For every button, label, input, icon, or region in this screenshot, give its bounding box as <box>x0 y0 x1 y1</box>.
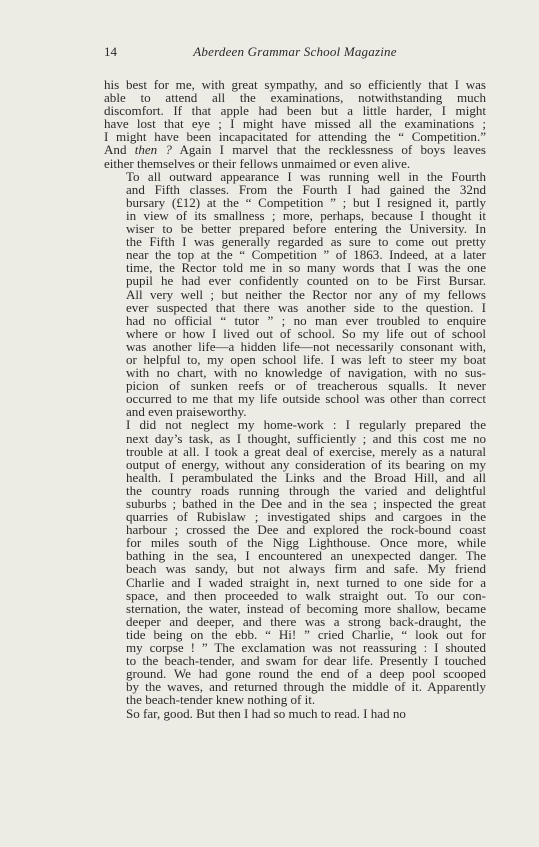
text-line: to the beach-tender, and swam for dear life. Presently I touched <box>126 653 486 669</box>
paragraph <box>104 170 486 419</box>
text-line: health. I perambulated the Links and the Broad Hill, and all <box>126 469 486 485</box>
text-line: the country roads running through the varied and delightful <box>126 482 486 498</box>
text-line: picion of sunken reefs or of treacherous squalls. It never <box>126 378 486 394</box>
text-line: quarries of Rubislaw ; investigated ships and cargoes in the <box>126 509 486 525</box>
text-line: bathing in the sea, I encountered an unexpected danger. The <box>126 548 486 564</box>
text-line: I might have been incapacitated for attending the “ Competition.” <box>104 129 486 145</box>
text-line: or helpful to, my open school life. I was left to steer my boat <box>126 351 486 367</box>
paragraph <box>104 78 486 170</box>
text-line: and Fifth classes. From the Fourth I had gained the 32nd <box>126 181 486 197</box>
text-line: beach was sandy, but not always firm and safe. My friend <box>126 561 486 577</box>
text-line: with no chart, with no knowledge of navigation, with no sus- <box>126 365 486 381</box>
text-line: All very well ; but neither the Rector nor any of my fellows <box>126 286 486 302</box>
text-line: the Fifth I was generally regarded as sure to come out pretty <box>126 234 486 250</box>
article-body <box>104 78 486 720</box>
text-line: either themselves or their fellows unmaimed or even alive. <box>104 155 411 171</box>
text-line: ever suspected that there was another side to the question. I <box>126 299 486 315</box>
journal-title: Aberdeen Grammar School Magazine <box>193 44 397 59</box>
text-line: space, and then proceeded to walk straight out. To our con- <box>126 587 486 603</box>
text-line: I did not neglect my home-work : I regularly prepared the <box>126 417 486 433</box>
text-line: wiser to be better prepared before entering the University. In <box>126 221 486 237</box>
running-head <box>104 42 486 62</box>
text-line: was another life—a hidden life—not necessarily consonant with, <box>126 338 486 354</box>
text-line: harbour ; crossed the Dee and explored the rock-bound coast <box>126 522 486 538</box>
text-line: output of energy, without any consideration of its bearing on my <box>126 456 486 472</box>
text-line: his best for me, with great sympathy, and so efficiently that I was <box>104 77 486 92</box>
text-line: To all outward appearance I was running well in the Fourth <box>126 168 486 184</box>
text-line: in view of its smallness ; more, perhaps, because I thought it <box>126 207 486 223</box>
page-number: 14 <box>104 44 117 59</box>
text-line: suburbs ; bathed in the Dee and in the sea ; inspected the great <box>126 496 486 511</box>
text-line: occurred to me that my life outside school was other than correct <box>126 391 486 407</box>
text-line: trouble at all. I took a great deal of exercise, merely as a natural <box>126 443 486 459</box>
text-line: time, the Rector told me in so many words that I was the one <box>126 260 486 276</box>
text-line: next day’s task, as I thought, sufficiently ; and this cost me no <box>126 430 486 446</box>
paragraph <box>104 707 486 720</box>
text-line: where or how I lived out of school. So my life out of school <box>126 325 486 341</box>
text-line: And then ? Again I marvel that the recklessness of boys leaves <box>104 142 486 158</box>
text-line: near the top at the “ Competition ” of 1863. Indeed, at a later <box>126 247 486 263</box>
text-line: bursary (£12) at the “ Competition ” ; but I resigned it, partly <box>126 194 486 210</box>
emphasis: then ? <box>134 142 172 158</box>
paragraph <box>104 418 486 706</box>
text-line: my corpse ! ” The exclamation was not reassuring : I shouted <box>126 640 486 656</box>
text-line: able to attend all the examinations, notwithstanding much <box>104 90 486 106</box>
text-line: Charlie and I waded straight in, next turned to one side for a <box>126 574 486 590</box>
text-line: So far, good. But then I had so much to read. I had no <box>126 705 406 721</box>
text-line: tide being on the ebb. “ Hi! ” cried Charlie, “ look out for <box>126 626 486 642</box>
text-line: had no official “ tutor ” ; no man ever troubled to enquire <box>126 312 486 328</box>
text-line: discomfort. If that apple had been but a little harder, I might <box>104 103 486 119</box>
text-line: have lost that eye ; I might have missed all the examinations ; <box>104 116 486 132</box>
text-line: the beach-tender knew nothing of it. <box>126 692 316 708</box>
text-line: ground. We had gone round the end of a deep pool scooped <box>126 666 486 682</box>
text-line: pupil he had ever confidently counted on to be First Bursar. <box>126 273 486 289</box>
text-line: deeper and deeper, and there was a strong back-draught, the <box>126 613 486 629</box>
text-line: by the waves, and returned through the middle of it. Apparently <box>126 679 486 695</box>
text-line: sternation, the water, instead of becoming more shallow, became <box>126 600 486 616</box>
text-line: and even praiseworthy. <box>126 404 247 420</box>
text-line: for miles south of the Nigg Lighthouse. Once more, while <box>126 535 486 551</box>
